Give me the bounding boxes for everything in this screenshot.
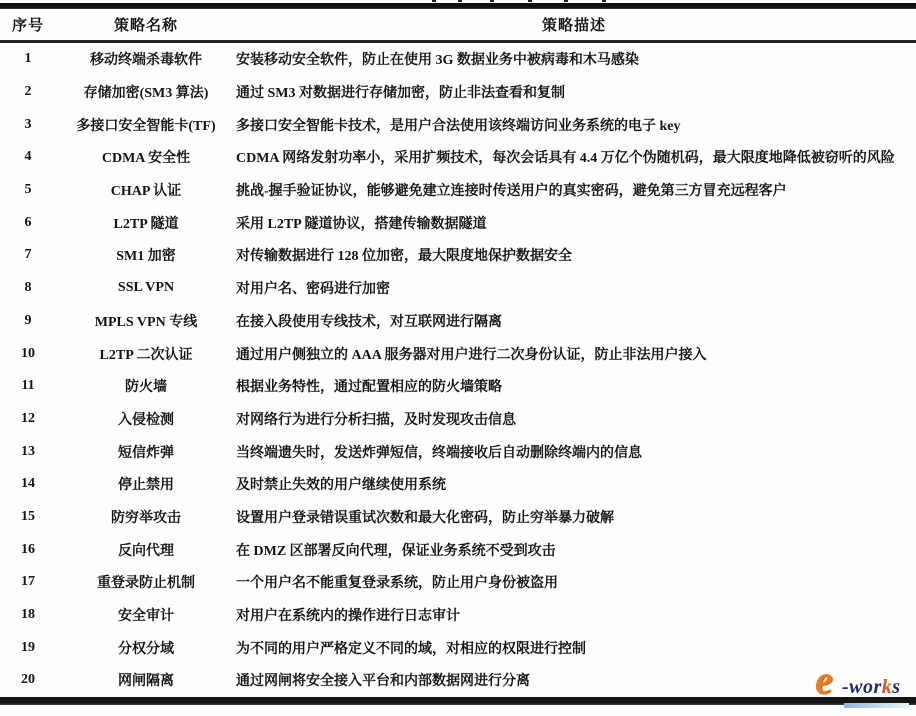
header-col-policy-name: 策略名称 [113, 18, 178, 34]
policy-name: SM1 加密 [116, 249, 176, 265]
policy-name: 短信炸弹 [118, 445, 174, 461]
cropped-caption-fragment [432, 0, 436, 2]
row-number: 9 [24, 312, 32, 328]
table-row [0, 337, 916, 370]
policy-name: CDMA 安全性 [101, 151, 191, 167]
policy-desc: 根据业务特性，通过配置相应的防火墙策略 [236, 380, 502, 396]
table-row [0, 239, 916, 272]
table-row [0, 468, 916, 501]
row-number: 20 [21, 672, 35, 688]
table-row [0, 631, 916, 664]
row-number: 19 [21, 639, 35, 655]
table-row [0, 108, 916, 141]
eworks-logo-blue-bar [844, 703, 909, 708]
header-col-number: 序号 [11, 18, 44, 34]
table-row [0, 403, 916, 436]
policy-name: L2TP 隧道 [113, 216, 179, 232]
row-number: 2 [24, 84, 32, 100]
policy-desc: 安装移动安全软件，防止在使用 3G 数据业务中被病毒和木马感染 [236, 53, 639, 69]
policy-name: 存储加密(SM3 算法) [83, 86, 209, 102]
table-row [0, 76, 916, 109]
policy-name: L2TP 二次认证 [99, 347, 193, 363]
policy-desc: 在 DMZ 区部署反向代理，保证业务系统不受到攻击 [236, 543, 556, 559]
row-number: 17 [21, 574, 35, 590]
row-number: 5 [24, 182, 32, 198]
row-number: 3 [24, 116, 32, 132]
eworks-logo-wordmark [842, 676, 901, 699]
row-number: 10 [21, 345, 35, 361]
table-row [0, 206, 916, 239]
policy-name: MPLS VPN 专线 [94, 314, 198, 330]
policy-desc: 采用 L2TP 隧道协议，搭建传输数据隧道 [236, 216, 487, 232]
policy-desc: 对用户名、密码进行加密 [236, 282, 390, 298]
policy-desc: 当终端遗失时，发送炸弹短信，终端接收后自动删除终端内的信息 [236, 445, 642, 461]
policy-desc: 一个用户名不能重复登录系统，防止用户身份被盗用 [236, 576, 558, 592]
policy-name: 入侵检测 [118, 412, 174, 428]
policy-desc: CDMA 网络发射功率小，采用扩频技术，每次会话具有 4.4 万亿个伪随机码，最大限度地降低被窃听的风险 [236, 151, 895, 167]
policy-name: 网闸隔离 [118, 674, 174, 690]
policy-desc: 在接入段使用专线技术，对互联网进行隔离 [236, 314, 502, 330]
table-row [0, 370, 916, 403]
row-number: 13 [21, 443, 35, 459]
policy-desc: 通过 SM3 对数据进行存储加密，防止非法查看和复制 [236, 86, 565, 102]
policy-desc: 对用户在系统内的操作进行日志审计 [236, 609, 460, 625]
table-row [0, 664, 916, 697]
policy-name: 防穷举攻击 [111, 510, 181, 526]
table-row [0, 566, 916, 599]
table-header-row [0, 9, 916, 40]
table-row [0, 533, 916, 566]
row-number: 4 [24, 149, 32, 165]
logo-text-s: s [892, 676, 901, 698]
policy-name: 移动终端杀毒软件 [90, 53, 202, 69]
policy-desc: 通过用户侧独立的 AAA 服务器对用户进行二次身份认证，防止非法用户接入 [236, 347, 707, 363]
row-number: 1 [24, 51, 32, 67]
table-row [0, 599, 916, 632]
row-number: 14 [21, 476, 35, 492]
policy-name: 防火墙 [125, 380, 167, 396]
policy-desc: 及时禁止失效的用户继续使用系统 [236, 478, 446, 494]
policy-name: 反向代理 [118, 543, 174, 559]
table-row [0, 435, 916, 468]
row-number: 8 [24, 280, 32, 296]
header-col-policy-desc: 策略描述 [541, 18, 606, 34]
policy-desc: 多接口安全智能卡技术，是用户合法使用该终端访问业务系统的电子 key [236, 118, 681, 134]
table-row [0, 141, 916, 174]
table-row [0, 174, 916, 207]
row-number: 11 [21, 378, 35, 394]
policy-name: 安全审计 [118, 609, 174, 625]
row-number: 6 [24, 214, 32, 230]
policy-name: SSL VPN [117, 280, 175, 296]
policy-desc: 通过网闸将安全接入平台和内部数据网进行分离 [236, 674, 530, 690]
row-number: 12 [21, 410, 35, 426]
policy-name: CHAP 认证 [110, 184, 182, 200]
row-number: 7 [24, 247, 32, 263]
table-row [0, 501, 916, 534]
row-number: 16 [21, 541, 35, 557]
logo-text-k: k [881, 676, 893, 698]
row-number: 15 [21, 508, 35, 524]
policy-name: 多接口安全智能卡(TF) [76, 118, 216, 134]
policy-desc: 设置用户登录错误重试次数和最大化密码，防止穷举暴力破解 [236, 510, 614, 526]
row-number: 18 [21, 607, 35, 623]
logo-text-wor: -wor [842, 676, 882, 698]
policy-desc: 对传输数据进行 128 位加密，最大限度地保护数据安全 [236, 249, 572, 265]
policy-name: 停止禁用 [118, 478, 174, 494]
policy-name: 重登录防止机制 [97, 576, 195, 592]
table-row [0, 305, 916, 338]
eworks-logo [815, 657, 911, 709]
table-body [0, 43, 916, 697]
policy-desc: 对网络行为进行分析扫描，及时发现攻击信息 [236, 412, 516, 428]
table-row [0, 272, 916, 305]
policy-desc: 挑战-握手验证协议，能够避免建立连接时传送用户的真实密码，避免第三方冒充远程客户 [236, 184, 787, 200]
policy-name: 分权分域 [118, 641, 174, 657]
table-bottom-border [0, 697, 916, 705]
eworks-logo-e-glyph: e [815, 657, 833, 702]
table-row [0, 43, 916, 76]
policy-desc: 为不同的用户严格定义不同的域，对相应的权限进行控制 [236, 641, 586, 657]
